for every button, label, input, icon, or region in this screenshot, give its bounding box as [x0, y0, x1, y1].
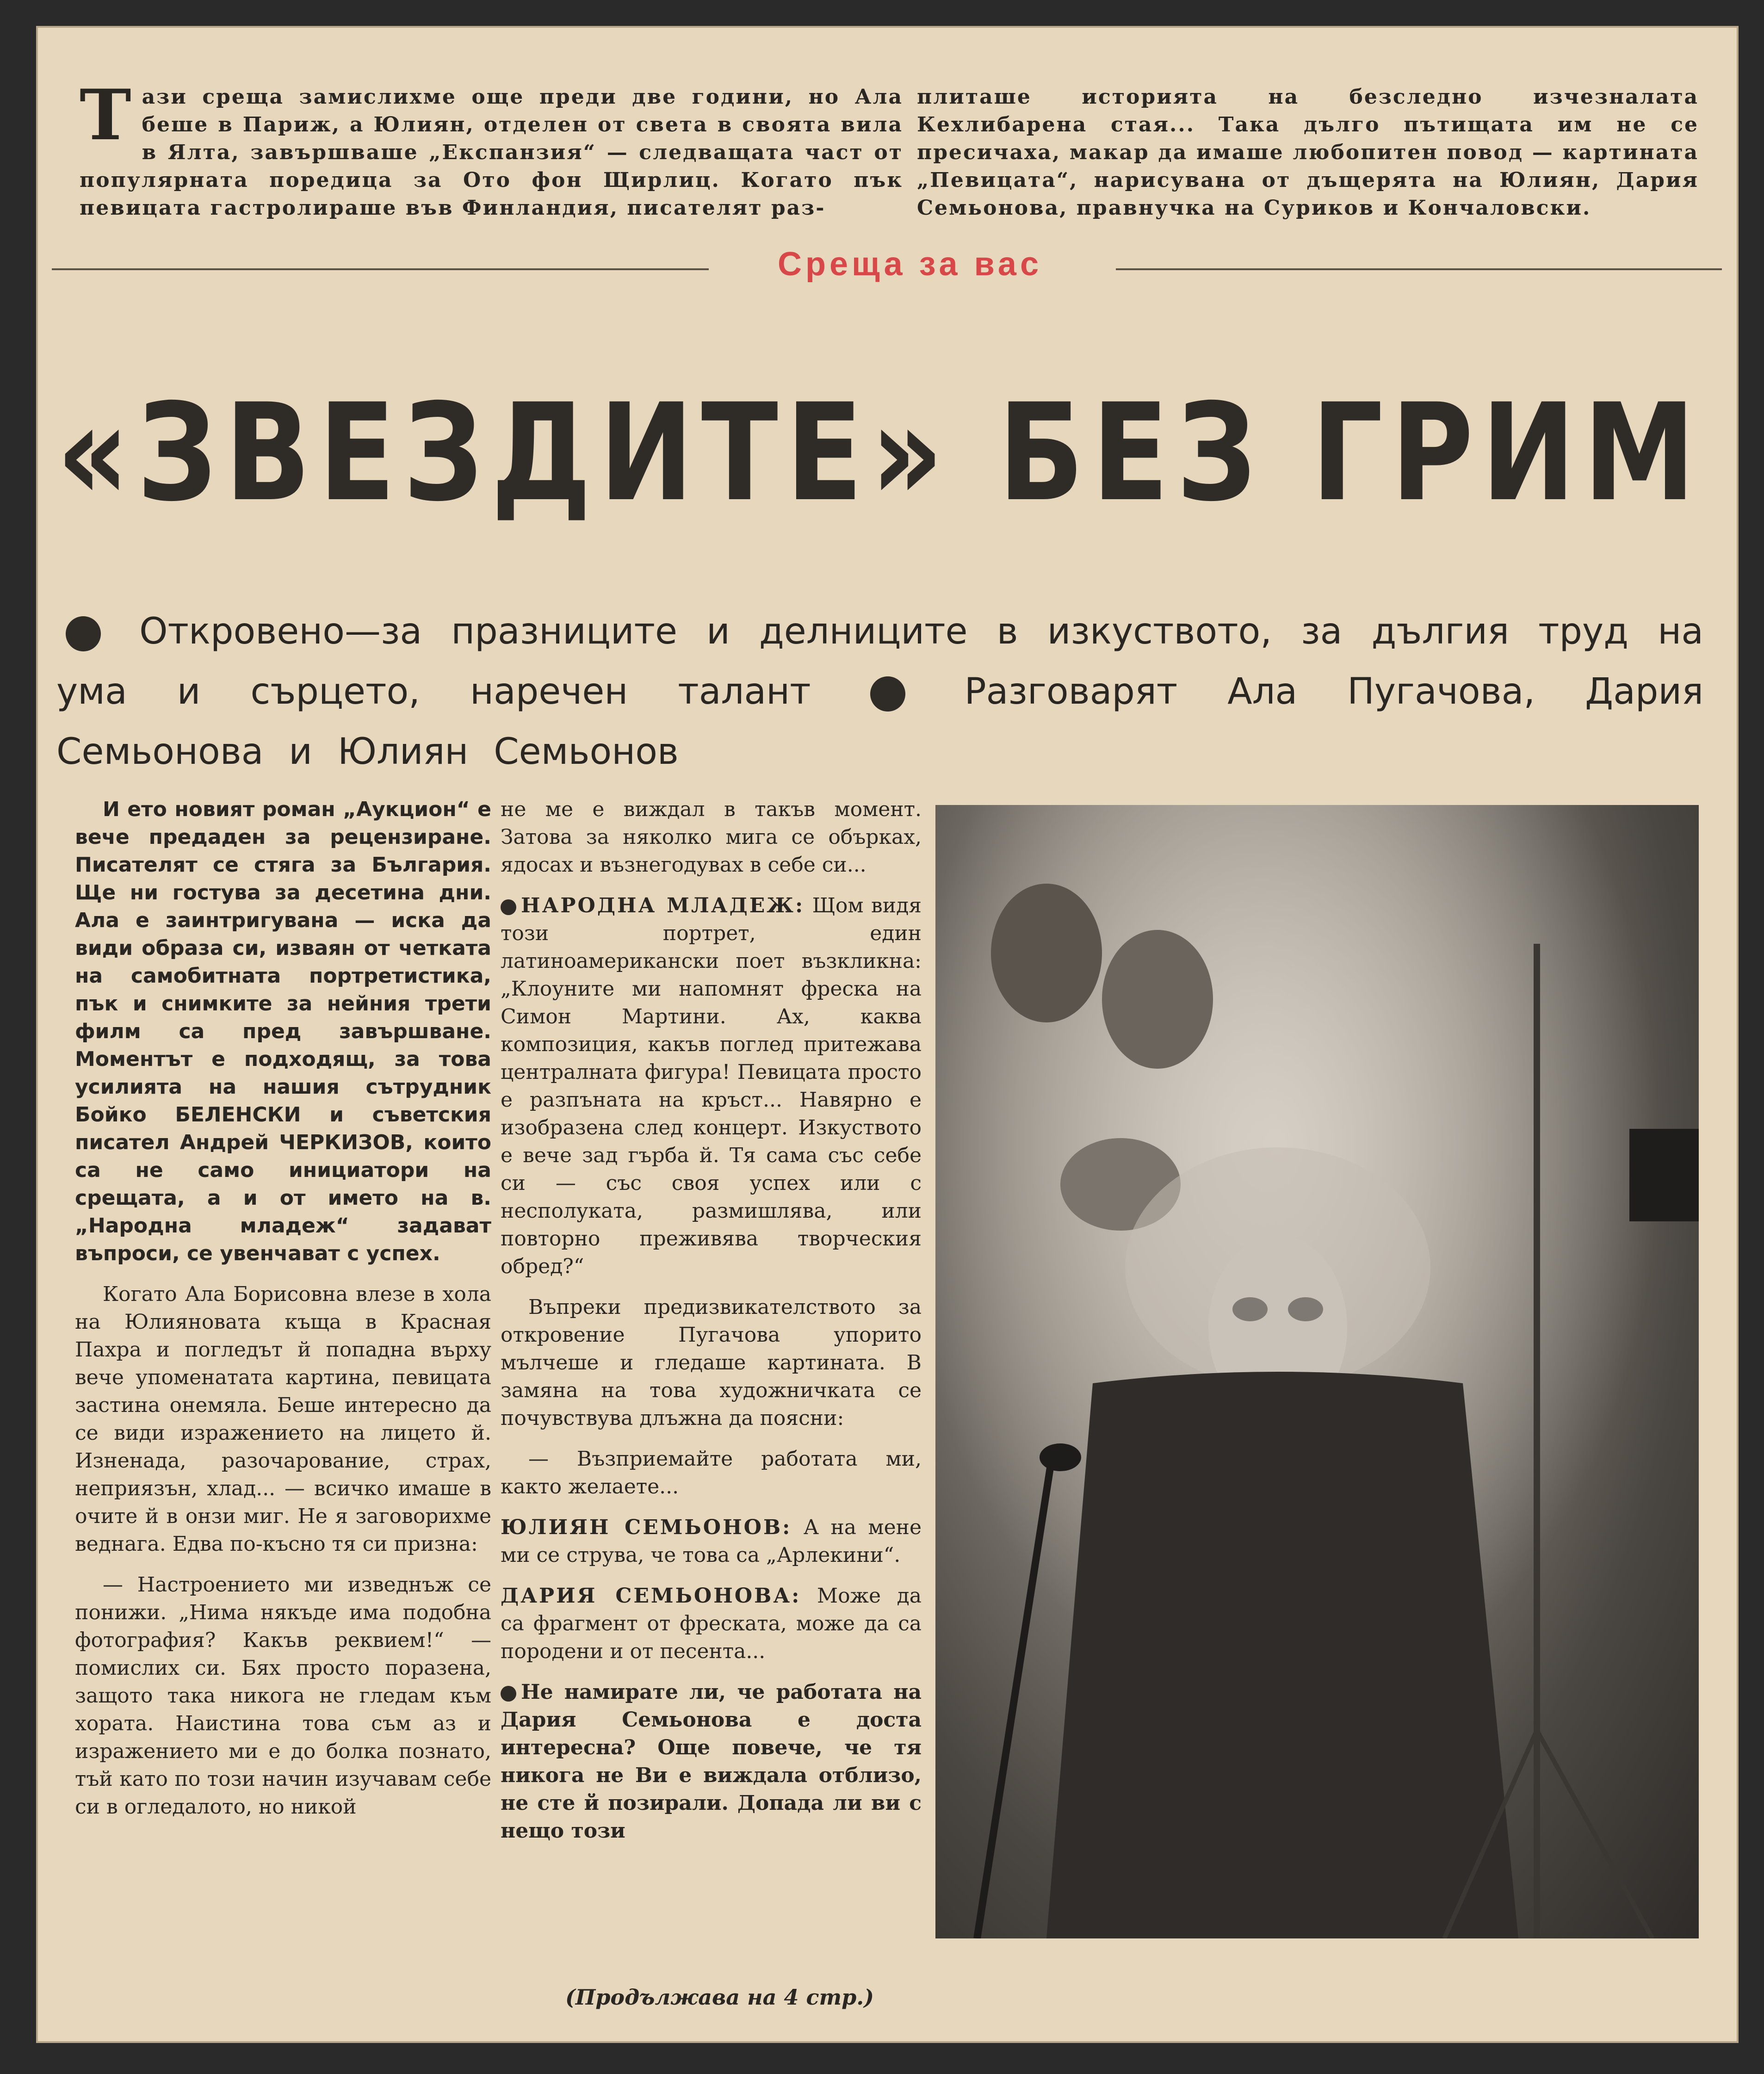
singer-painting-photo	[935, 805, 1699, 1938]
col2-paragraph-0: не ме е виждал в такъв момент. Затова за няколко мига се объркax, ядосах и възнегодувах в себе си...	[501, 798, 922, 877]
bullet-dot	[501, 1686, 516, 1702]
newspaper-page	[36, 26, 1739, 2043]
photo-illustration	[935, 805, 1699, 1938]
col1-paragraph-3: — Настроението ми изведнъж се понижи. „Нима някъде има подобна фотография? Какъв реквием!“ — помислих си. Бях просто поразена, защото така никога не гледам към хората. Наистина това съм аз и изражението ми е до болка познато, тъй като по този начин изучавам себе си в огледалото, но никой	[75, 1573, 491, 1819]
dropcap: Т	[80, 74, 133, 156]
intro-right-text: плиташе историята на безследно изчезналата Кехлибарена стая... Така дълго пътищата им не се пресичаха, макар да имаше любопитен повод — картината „Певицата“, нарисувана от дъщерята на Юлиян, Дария Семьонова, правнучка на Суриков и Кончаловски.	[917, 85, 1699, 220]
bullet-dot	[66, 616, 101, 651]
question-text: Щом видя този портрет, един латиноамерикански поет възкликна: „Клоуните ми напомнят фреска на Симон Мартини. Ах, каква композиция, какъв поглед притежава централната фигура! Певицата просто е разпъната на кръст... Навярно е изобразена след концерт. Изкуството е вече зад гърба й. Тя сама със себе си — със своя успех или с несполуката, размишлява, или повторно преживява творческия обред?“	[501, 894, 922, 1278]
speaker-label: ДАРИЯ СЕМЬОНОВА:	[501, 1584, 801, 1608]
col1-paragraph-2: Когато Ала Борисовна влезе в хола на Юлияновата къща в Красная Пахра и погледът й попадна върху вече упоменатата картина, певицата застина онемяла. Беше интересно да се види изражението на лицето й. Изненада, разочарование, страх, неприязън, хлад... — всичко имаше в очите й в онзи миг. Не я заговорихме веднага. Едва по-късно тя си призна:	[75, 1282, 491, 1556]
section-rule-left	[52, 268, 709, 270]
speaker-label: ЮЛИЯН СЕМЬОНОВ:	[501, 1516, 792, 1539]
headline: «ЗВЕЗДИТЕ» БЕЗ ГРИМ	[56, 375, 1703, 531]
col2-paragraph-3: — Възприемайте работата ми, както желаете...	[501, 1447, 922, 1498]
answer-text: Може да са фрагмент от фреската, може да са породени и от песента...	[501, 1584, 922, 1663]
section-label: Среща за вас	[778, 246, 1042, 283]
col1-paragraph-1: И ето новият роман „Аукцион“ е вече предаден за рецензиране. Писателят се стяга за България. Ще ни гостува за десетина дни. Ала е заинтригувана — иска да види образа си, изваян от четката на самобитната портретистика, пък и снимките за нейния трети филм са пред завършване. Моментът е подходящ, за това усилията на нашия сътрудник Бойко БЕЛЕНСКИ и съветския писател Андрей ЧЕРКИЗОВ, които са не само инициатори на срещата, а и от името на в. „Народна младеж“ задават въпроси, се увенчават с успех.	[75, 798, 491, 1265]
col2-paragraph-2: Въпреки предизвикателството за откровение Пугачова упорито мълчеше и гледаше картината. В замяна на това художничката се почувствува длъжна да поясни:	[501, 1295, 922, 1430]
answer-text: А на мене ми се струва, че това са „Арлекини“.	[501, 1516, 922, 1567]
col2-answer-1	[501, 1514, 922, 1569]
continuation-note: (Продължава на 4 стр.)	[565, 1985, 874, 2010]
col2-question-2	[501, 1678, 922, 1845]
col2-answer-2	[501, 1582, 922, 1665]
intro-left-text: ази среща замислихме още преди две години, но Ала беше в Париж, а Юлиян, отделен от света в своята вила в Ялта, завършваше „Експанзия“ — следващата част от популярната поредица за Ото фон Щирлиц. Когато пък певицата гастролираше във Финландия, писателят раз-	[80, 85, 903, 220]
subhead-part2: Разговарят Ала Пугачова, Дария Семьонова и Юлиян Семьонов	[56, 671, 1703, 773]
subhead	[56, 601, 1703, 782]
subhead-part1: Откровено—за празниците и делниците в изкуството, за дългия труд на ума и сърцето, наречен талант	[56, 611, 1703, 712]
bullet-dot	[870, 676, 905, 712]
intro-left	[80, 74, 903, 222]
bullet-dot	[501, 899, 516, 915]
question-text: Не намирате ли, че работата на Дария Семьонова е доста интересна? Още повече, че тя никога не Ви е виждала отблизо, не сте й позирали. Допада ли ви с нещо този	[501, 1680, 922, 1843]
column-2	[501, 796, 922, 1858]
intro-right	[917, 83, 1699, 222]
col2-question-1	[501, 892, 922, 1281]
speaker-label: НАРОДНА МЛАДЕЖ:	[521, 894, 805, 917]
column-1	[75, 796, 491, 1834]
section-rule-right	[1116, 268, 1722, 270]
